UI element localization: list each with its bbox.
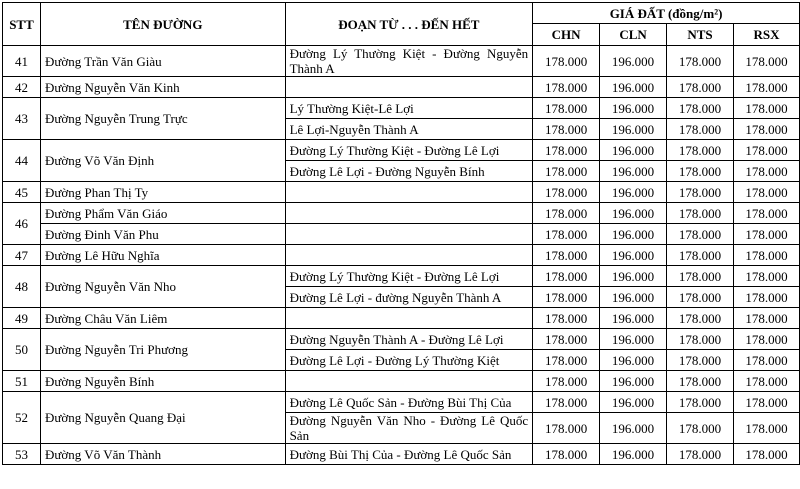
price-rsx: 178.000 <box>733 161 799 182</box>
price-rsx: 178.000 <box>733 392 799 413</box>
price-cln: 196.000 <box>600 119 667 140</box>
price-cln: 196.000 <box>600 77 667 98</box>
price-nts: 178.000 <box>667 46 734 77</box>
price-nts: 178.000 <box>667 350 734 371</box>
price-nts: 178.000 <box>667 140 734 161</box>
table-row <box>3 392 800 413</box>
price-nts: 178.000 <box>667 245 734 266</box>
segment-range: Lý Thường Kiệt-Lê Lợi <box>285 98 533 119</box>
price-rsx: 178.000 <box>733 98 799 119</box>
price-cln: 196.000 <box>600 224 667 245</box>
table-row <box>3 98 800 119</box>
price-chn: 178.000 <box>533 203 600 224</box>
price-chn: 178.000 <box>533 224 600 245</box>
table-row <box>3 140 800 161</box>
price-rsx: 178.000 <box>733 350 799 371</box>
street-name: Đường Võ Văn Định <box>40 140 285 182</box>
price-chn: 178.000 <box>533 98 600 119</box>
price-cln: 196.000 <box>600 182 667 203</box>
price-cln: 196.000 <box>600 140 667 161</box>
row-stt: 47 <box>3 245 41 266</box>
segment-range <box>285 224 533 245</box>
row-stt: 43 <box>3 98 41 140</box>
header-col-chn: CHN <box>533 24 600 46</box>
table-row <box>3 182 800 203</box>
street-name: Đường Nguyễn Trung Trực <box>40 98 285 140</box>
row-stt: 41 <box>3 46 41 77</box>
price-chn: 178.000 <box>533 161 600 182</box>
segment-range: Đường Nguyễn Văn Nho - Đường Lê Quốc Sản <box>285 413 533 444</box>
table-row <box>3 371 800 392</box>
price-chn: 178.000 <box>533 140 600 161</box>
segment-range: Lê Lợi-Nguyễn Thành A <box>285 119 533 140</box>
row-stt: 42 <box>3 77 41 98</box>
price-chn: 178.000 <box>533 287 600 308</box>
segment-range: Đường Lê Lợi - Đường Lý Thường Kiệt <box>285 350 533 371</box>
price-nts: 178.000 <box>667 308 734 329</box>
price-cln: 196.000 <box>600 46 667 77</box>
street-name: Đường Lê Hữu Nghĩa <box>40 245 285 266</box>
price-cln: 196.000 <box>600 308 667 329</box>
header-col-nts: NTS <box>667 24 734 46</box>
price-cln: 196.000 <box>600 350 667 371</box>
price-nts: 178.000 <box>667 203 734 224</box>
table-header <box>3 3 800 46</box>
price-nts: 178.000 <box>667 329 734 350</box>
table-row <box>3 203 800 224</box>
price-chn: 178.000 <box>533 77 600 98</box>
segment-range <box>285 371 533 392</box>
price-chn: 178.000 <box>533 308 600 329</box>
table-row <box>3 308 800 329</box>
row-stt: 46 <box>3 203 41 245</box>
price-cln: 196.000 <box>600 413 667 444</box>
table-row <box>3 245 800 266</box>
price-cln: 196.000 <box>600 245 667 266</box>
row-stt: 49 <box>3 308 41 329</box>
segment-range: Đường Lý Thường Kiệt - Đường Nguyễn Thành A <box>285 46 533 77</box>
table-body <box>3 46 800 465</box>
price-chn: 178.000 <box>533 266 600 287</box>
table-row <box>3 444 800 465</box>
price-nts: 178.000 <box>667 392 734 413</box>
header-stt: STT <box>3 3 41 46</box>
header-col-cln: CLN <box>600 24 667 46</box>
price-cln: 196.000 <box>600 161 667 182</box>
table-row <box>3 46 800 77</box>
table-row <box>3 329 800 350</box>
street-name: Đường Đinh Văn Phu <box>40 224 285 245</box>
price-rsx: 178.000 <box>733 329 799 350</box>
price-chn: 178.000 <box>533 444 600 465</box>
price-nts: 178.000 <box>667 371 734 392</box>
segment-range: Đường Lý Thường Kiệt - Đường Lê Lợi <box>285 140 533 161</box>
price-cln: 196.000 <box>600 266 667 287</box>
segment-range <box>285 182 533 203</box>
segment-range: Đường Bùi Thị Của - Đường Lê Quốc Sản <box>285 444 533 465</box>
price-chn: 178.000 <box>533 371 600 392</box>
segment-range <box>285 77 533 98</box>
price-chn: 178.000 <box>533 392 600 413</box>
price-nts: 178.000 <box>667 224 734 245</box>
price-chn: 178.000 <box>533 182 600 203</box>
row-stt: 53 <box>3 444 41 465</box>
price-rsx: 178.000 <box>733 182 799 203</box>
price-rsx: 178.000 <box>733 46 799 77</box>
street-name: Đường Phan Thị Ty <box>40 182 285 203</box>
price-rsx: 178.000 <box>733 287 799 308</box>
price-rsx: 178.000 <box>733 245 799 266</box>
price-rsx: 178.000 <box>733 203 799 224</box>
row-stt: 48 <box>3 266 41 308</box>
segment-range <box>285 245 533 266</box>
street-name: Đường Trần Văn Giàu <box>40 46 285 77</box>
price-nts: 178.000 <box>667 119 734 140</box>
street-name: Đường Nguyễn Văn Kinh <box>40 77 285 98</box>
price-chn: 178.000 <box>533 413 600 444</box>
street-name: Đường Châu Văn Liêm <box>40 308 285 329</box>
price-nts: 178.000 <box>667 266 734 287</box>
land-price-document <box>2 2 800 465</box>
price-nts: 178.000 <box>667 98 734 119</box>
row-stt: 45 <box>3 182 41 203</box>
segment-range: Đường Lý Thường Kiệt - Đường Lê Lợi <box>285 266 533 287</box>
segment-range <box>285 308 533 329</box>
price-nts: 178.000 <box>667 182 734 203</box>
segment-range: Đường Nguyễn Thành A - Đường Lê Lợi <box>285 329 533 350</box>
price-chn: 178.000 <box>533 350 600 371</box>
price-nts: 178.000 <box>667 77 734 98</box>
street-name: Đường Phẩm Văn Giáo <box>40 203 285 224</box>
price-nts: 178.000 <box>667 287 734 308</box>
header-col-rsx: RSX <box>733 24 799 46</box>
price-chn: 178.000 <box>533 245 600 266</box>
price-cln: 196.000 <box>600 392 667 413</box>
table-row <box>3 77 800 98</box>
price-chn: 178.000 <box>533 119 600 140</box>
header-row-top <box>3 3 800 24</box>
table-row <box>3 266 800 287</box>
street-name: Đường Nguyễn Tri Phương <box>40 329 285 371</box>
price-cln: 196.000 <box>600 329 667 350</box>
price-cln: 196.000 <box>600 444 667 465</box>
price-cln: 196.000 <box>600 203 667 224</box>
price-cln: 196.000 <box>600 98 667 119</box>
row-stt: 44 <box>3 140 41 182</box>
land-price-table <box>2 2 800 465</box>
segment-range: Đường Lê Lợi - đường Nguyễn Thành A <box>285 287 533 308</box>
street-name: Đường Võ Văn Thành <box>40 444 285 465</box>
segment-range: Đường Lê Lợi - Đường Nguyễn Bính <box>285 161 533 182</box>
segment-range <box>285 203 533 224</box>
row-stt: 50 <box>3 329 41 371</box>
price-rsx: 178.000 <box>733 371 799 392</box>
price-cln: 196.000 <box>600 371 667 392</box>
header-segment: ĐOẠN TỪ . . . ĐẾN HẾT <box>285 3 533 46</box>
header-price-group: GIÁ ĐẤT (đồng/m²) <box>533 3 800 24</box>
row-stt: 51 <box>3 371 41 392</box>
street-name: Đường Nguyễn Quang Đại <box>40 392 285 444</box>
table-row <box>3 224 800 245</box>
price-rsx: 178.000 <box>733 77 799 98</box>
price-rsx: 178.000 <box>733 224 799 245</box>
street-name: Đường Nguyễn Văn Nho <box>40 266 285 308</box>
header-street-name: TÊN ĐƯỜNG <box>40 3 285 46</box>
street-name: Đường Nguyễn Bính <box>40 371 285 392</box>
price-rsx: 178.000 <box>733 266 799 287</box>
price-cln: 196.000 <box>600 287 667 308</box>
price-nts: 178.000 <box>667 161 734 182</box>
segment-range: Đường Lê Quốc Sản - Đường Bùi Thị Của <box>285 392 533 413</box>
price-nts: 178.000 <box>667 413 734 444</box>
price-rsx: 178.000 <box>733 308 799 329</box>
price-rsx: 178.000 <box>733 444 799 465</box>
price-rsx: 178.000 <box>733 413 799 444</box>
price-nts: 178.000 <box>667 444 734 465</box>
row-stt: 52 <box>3 392 41 444</box>
price-rsx: 178.000 <box>733 140 799 161</box>
price-chn: 178.000 <box>533 329 600 350</box>
price-chn: 178.000 <box>533 46 600 77</box>
price-rsx: 178.000 <box>733 119 799 140</box>
